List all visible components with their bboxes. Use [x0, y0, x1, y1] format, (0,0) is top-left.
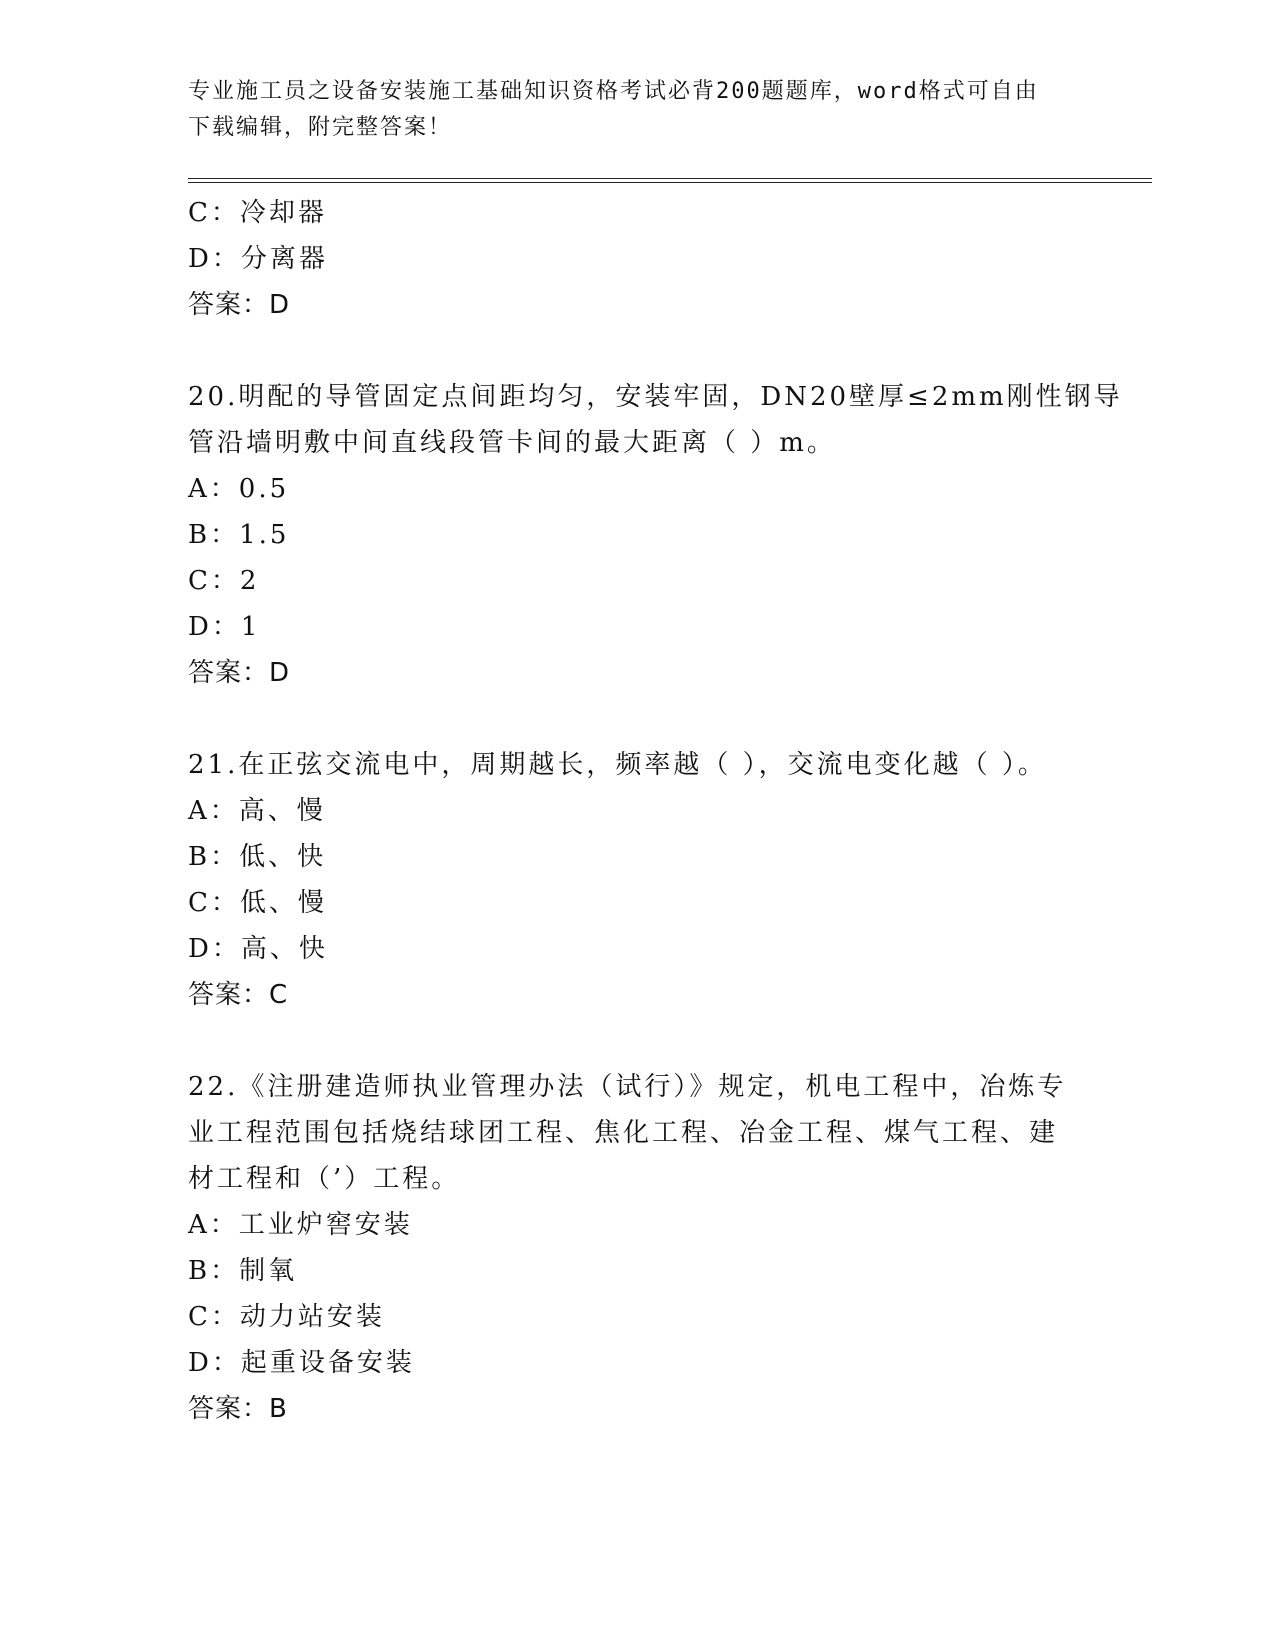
option-b: B：1.5	[188, 520, 290, 550]
spacer	[188, 328, 1088, 374]
question-19	[188, 190, 1088, 328]
question-21	[188, 742, 1088, 1018]
answer: 答案：C	[188, 980, 289, 1010]
option-a: A：工业炉窖安装	[188, 1210, 413, 1240]
option-d: D：分离器	[188, 244, 328, 274]
answer: 答案：B	[188, 1394, 288, 1424]
document-header	[188, 74, 1088, 146]
answer: 答案：D	[188, 658, 291, 688]
header-line-2: 下载编辑，附完整答案！	[188, 115, 453, 140]
question-text-line: 业工程范围包括烧结球团工程、焦化工程、冶金工程、煤气工程、建	[188, 1118, 1059, 1148]
header-line-1: 专业施工员之设备安装施工基础知识资格考试必背200题题库，word格式可自由	[188, 79, 1039, 104]
question-text-line: 管沿墙明敷中间直线段管卡间的最大距离（ ）m。	[188, 428, 836, 458]
spacer	[188, 696, 1088, 742]
question-22	[188, 1064, 1088, 1432]
question-text-line: 材工程和（’）工程。	[188, 1164, 461, 1194]
option-a: A：0.5	[188, 474, 290, 504]
spacer	[188, 1018, 1088, 1064]
option-d: D：起重设备安装	[188, 1348, 415, 1378]
option-d: D：高、快	[188, 934, 328, 964]
option-a: A：高、慢	[188, 796, 326, 826]
option-b: B：制氧	[188, 1256, 298, 1286]
question-text-line: 21.在正弦交流电中，周期越长，频率越（ ），交流电变化越（ ）。	[188, 750, 1047, 780]
option-c: C：2	[188, 566, 260, 596]
question-text-line: 20.明配的导管固定点间距均匀，安装牢固，DN20壁厚≤2mm刚性钢导	[188, 382, 1123, 412]
answer: 答案：D	[188, 290, 291, 320]
option-c: C：动力站安装	[188, 1302, 385, 1332]
option-c: C：低、慢	[188, 888, 327, 918]
question-list	[188, 190, 1123, 1432]
question-text-line: 22.《注册建造师执业管理办法（试行）》规定，机电工程中，冶炼专	[188, 1072, 1067, 1102]
header-divider	[188, 178, 1152, 183]
option-d: D：1	[188, 612, 261, 642]
option-c: C：冷却器	[188, 198, 327, 228]
question-20	[188, 374, 1123, 696]
option-b: B：低、快	[188, 842, 327, 872]
